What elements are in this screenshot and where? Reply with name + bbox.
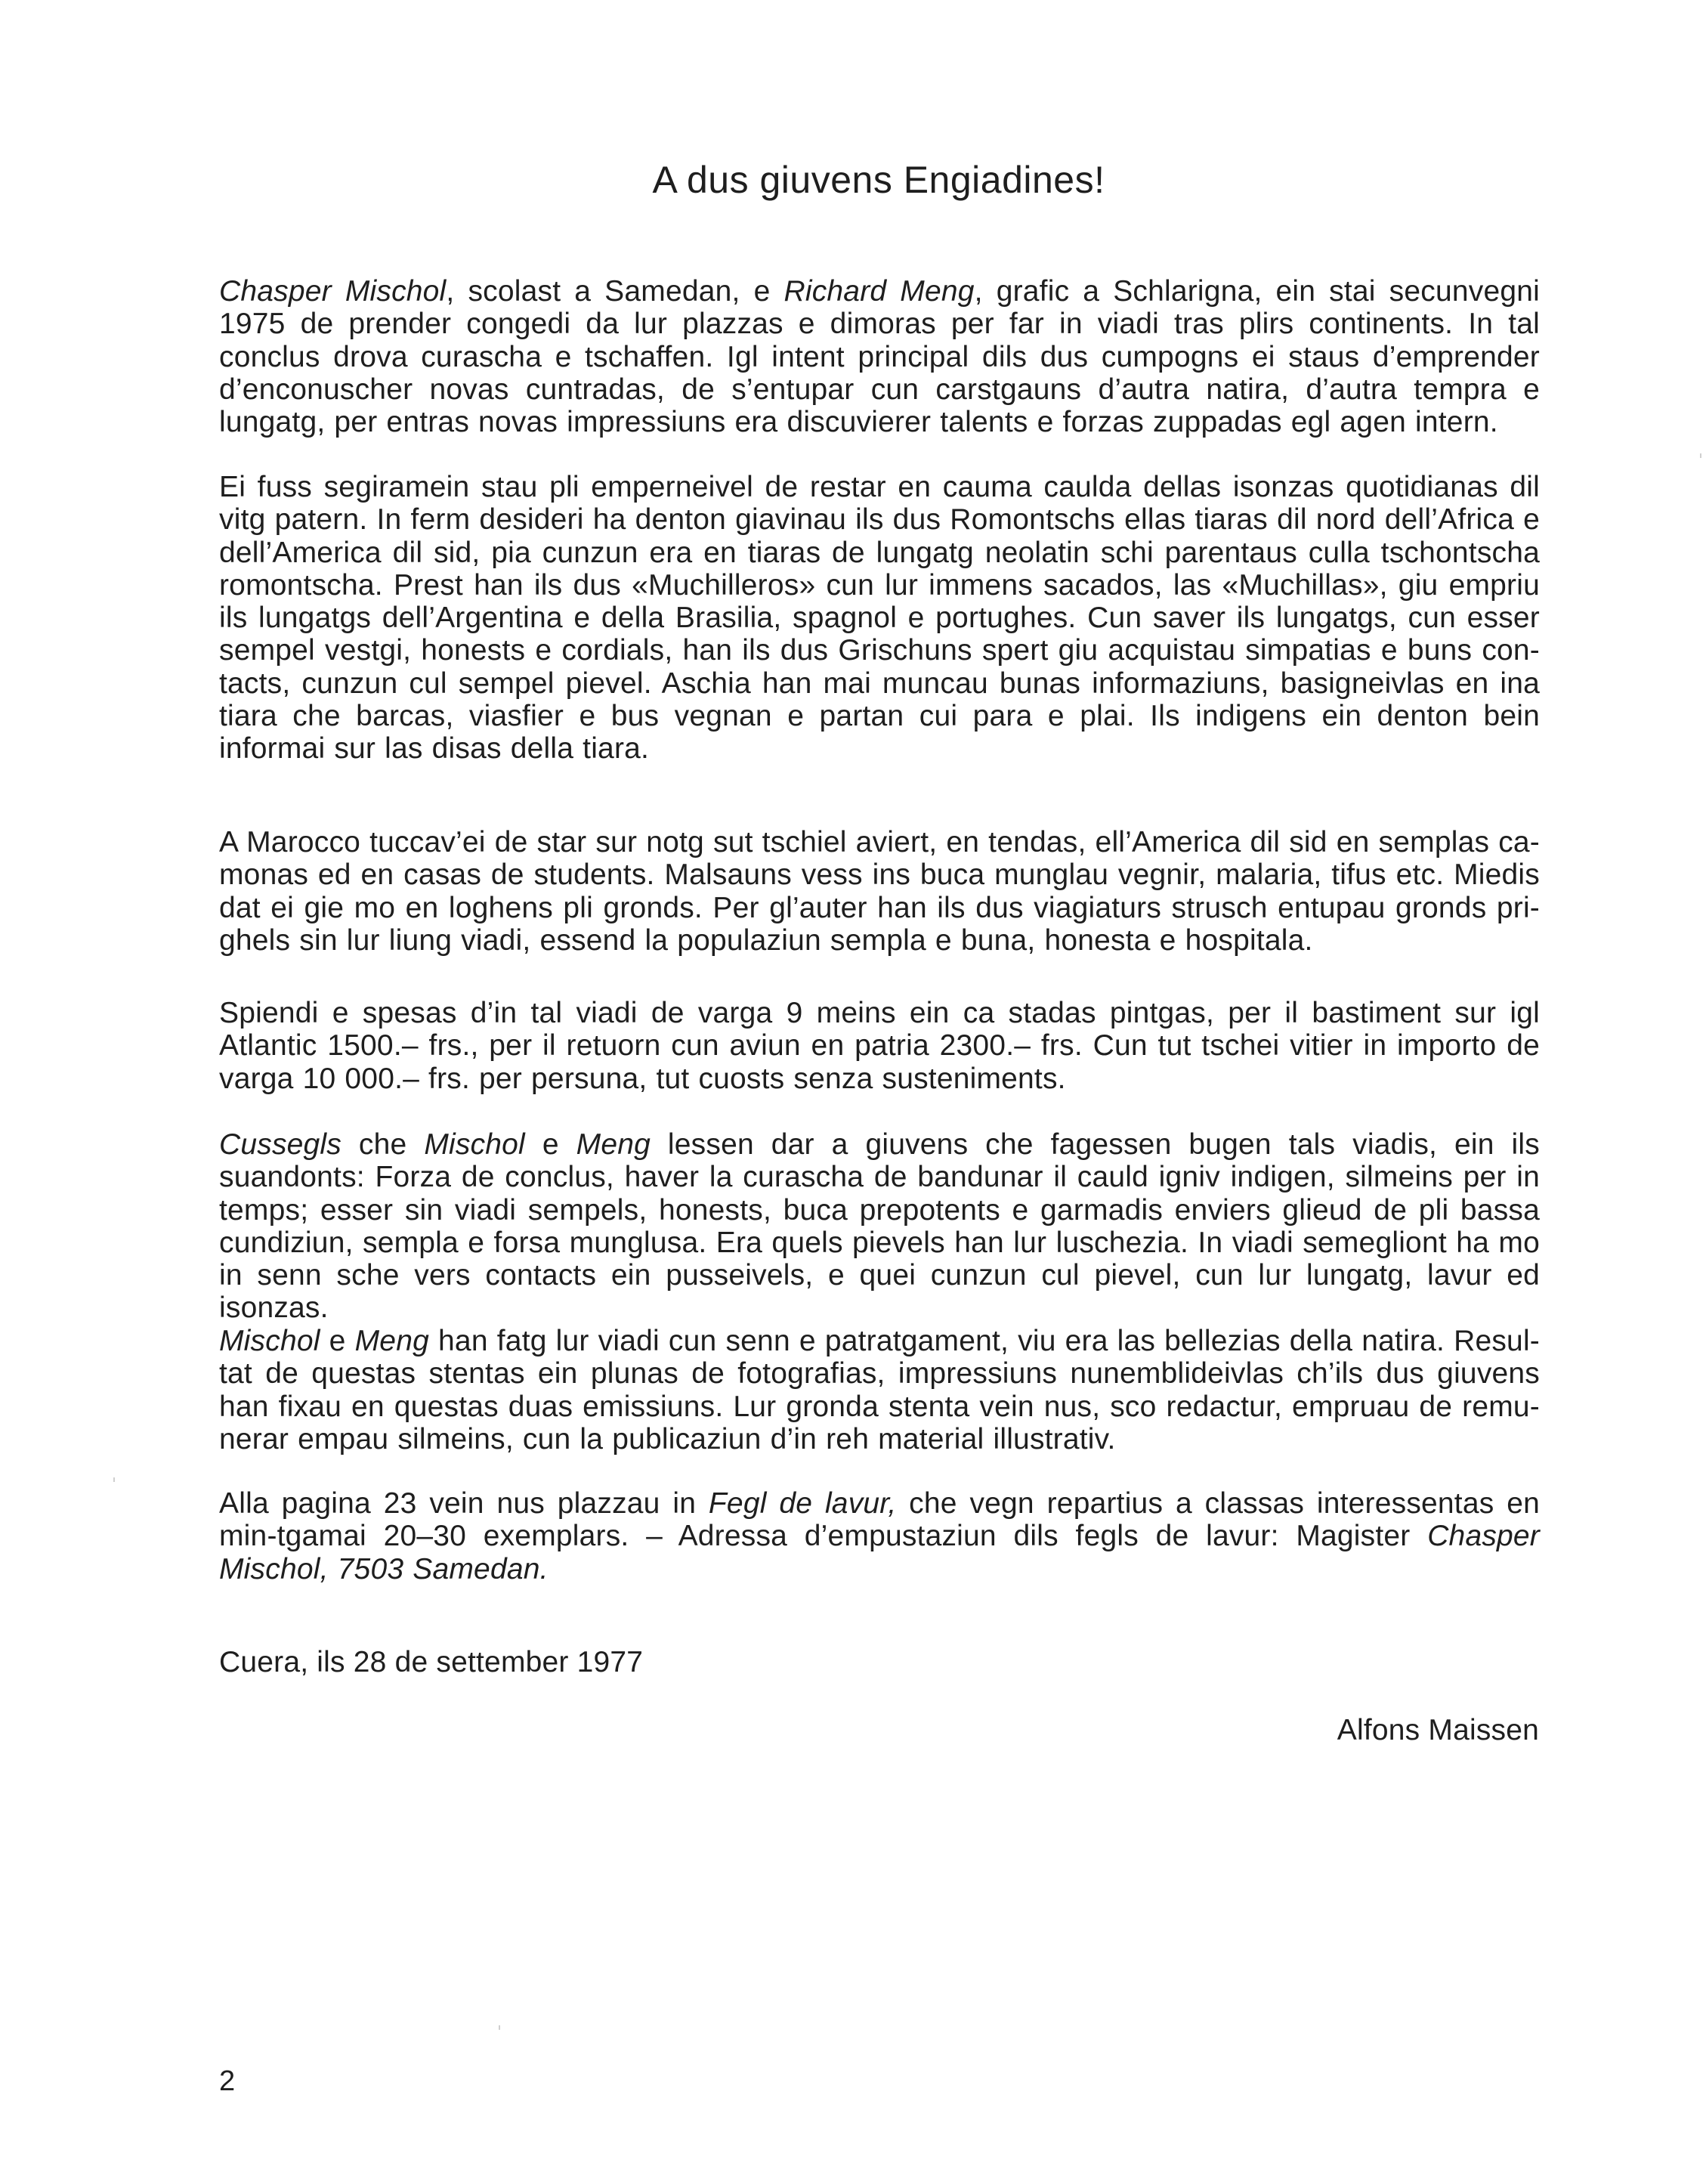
italic-text-segment: Chasper Mischol — [219, 275, 447, 308]
text-segment: Alla pagina 23 vein nus plazzau in — [219, 1487, 709, 1520]
text-segment: lessen dar a giuvens che fagessen bugen tals viadis, ein ils suandonts: Forza de conclus, haver la curascha de bandunar il cauld igniv indigen, silmeins per in temps; esser sin viadi sempels, honests, buca prepotents e garmadis enviers glieud de pli bassa cundiziun, sempla e forsa munglusa. Era quels pievels han lur luschezia. In viadi semegliont ha mo in senn sche vers contacts ein pusseivels, e quei cunzun cul pievel, cun lur lungatg, lavur ed isonzas. — [219, 1128, 1540, 1325]
scan-speck — [113, 1477, 115, 1482]
italic-text-segment: Mischol — [219, 1325, 320, 1357]
signature: Alfons Maissen — [1337, 1714, 1539, 1746]
italic-text-segment: Meng — [576, 1128, 651, 1161]
paragraph-1 — [219, 275, 1540, 438]
paragraph-6 — [219, 1325, 1540, 1455]
text-segment: che — [342, 1128, 425, 1161]
text-segment: A Marocco tuccav’ei de star sur notg sut tschiel aviert, en tendas, ell’America dil sid en semplas ca-monas ed en casas de students. Malsauns vess ins buca munglau vegnir, malaria, tifus etc. Miedis dat ei gie mo en loghens pli gronds. Per gl’auter han ils dus viagiaturs strusch entupau gronds pri-ghels sin lur liung viadi, essend la populaziun sempla e buna, honesta e hospitala. — [219, 826, 1540, 957]
italic-text-segment: Meng — [354, 1325, 429, 1357]
text-segment: han fatg lur viadi cun senn e patratgament, viu era las bellezias della natira. Resul-tat de questas stentas ein plunas de fotografias, impressiuns nunemblideivlas ch’ils dus giuvens han fixau en questas duas emissiuns. Lur gronda stenta vein nus, sco redactur, empruau de remu-nerar empau silmeins, cun la publicaziun d’in reh material illustrativ. — [219, 1325, 1540, 1455]
scan-speck — [499, 2025, 500, 2030]
paragraph-7 — [219, 1487, 1540, 1585]
text-segment: , scolast a Samedan, e — [446, 275, 784, 308]
scan-speck — [1700, 453, 1701, 458]
paragraph-2 — [219, 471, 1540, 766]
page-title: A dus giuvens Engiadines! — [652, 159, 1105, 201]
text-segment: e — [320, 1325, 355, 1357]
italic-text-segment: Richard Meng — [783, 275, 975, 308]
italic-text-segment: Cussegls — [219, 1128, 342, 1161]
paragraph-4 — [219, 997, 1540, 1095]
italic-text-segment: Mischol — [424, 1128, 525, 1161]
text-segment: e — [524, 1128, 576, 1161]
paragraph-3 — [219, 826, 1540, 957]
italic-text-segment: Chasper Mischol, 7503 Samedan. — [219, 1520, 1540, 1585]
paragraph-5 — [219, 1128, 1540, 1325]
text-segment: che vegn repartius a classas interessentas en min-tgamai 20–30 exemplars. – Adressa d’empustaziun dils fegls de lavur: Magister — [219, 1487, 1541, 1553]
text-segment: Ei fuss segiramein stau pli emperneivel de restar en cauma caulda dellas isonzas quotidianas dil vitg patern. In ferm desideri ha denton giavinau ils dus Romontschs ellas tiaras dil nord dell’Africa e dell’America dil sid, pia cunzun era en tiaras de lungatg neolatin schi parentaus culla tschontscha romontscha. Prest han ils dus «Muchilleros» cun lur immens sacados, las «Muchillas», giu empriu ils lungatgs dell’Argentina e della Brasilia, spagnol e portughes. Cun saver ils lungatgs, cun esser sempel vestgi, honests e cordials, han ils dus Grischuns spert giu acquistau simpatias e buns con-tacts, cunzun cul sempel pievel. Aschia han mai muncau bunas informaziuns, basigneivlas en ina tiara che barcas, viasfier e bus vegnan e partan cui para e plai. Ils indigens ein denton bein informai sur las disas della tiara. — [219, 471, 1540, 766]
text-segment: , grafic a Schlarigna, ein stai secunvegni 1975 de prender congedi da lur plazzas e dimoras per far in viadi tras plirs continents. In tal conclus drova curascha e tschaffen. Igl intent principal dils dus cumpogns ei staus d’emprender d’enconuscher novas cuntradas, de s’entupar cun carstgauns d’autra natira, d’autra tempra e lungatg, per entras novas impressiuns era discuvierer talents e forzas zuppadas egl agen intern. — [219, 275, 1540, 439]
page-number: 2 — [219, 2065, 236, 2097]
text-segment: Spiendi e spesas d’in tal viadi de varga 9 meins ein ca stadas pintgas, per il bastiment sur igl Atlantic 1500.– frs., per il retuorn cun aviun en patria 2300.– frs. Cun tut tschei vitier in importo de varga 10 000.– frs. per persuna, tut cuosts senza susteniments. — [219, 997, 1540, 1095]
italic-text-segment: Fegl de lavur, — [708, 1487, 897, 1520]
date-line: Cuera, ils 28 de settember 1977 — [219, 1646, 644, 1678]
